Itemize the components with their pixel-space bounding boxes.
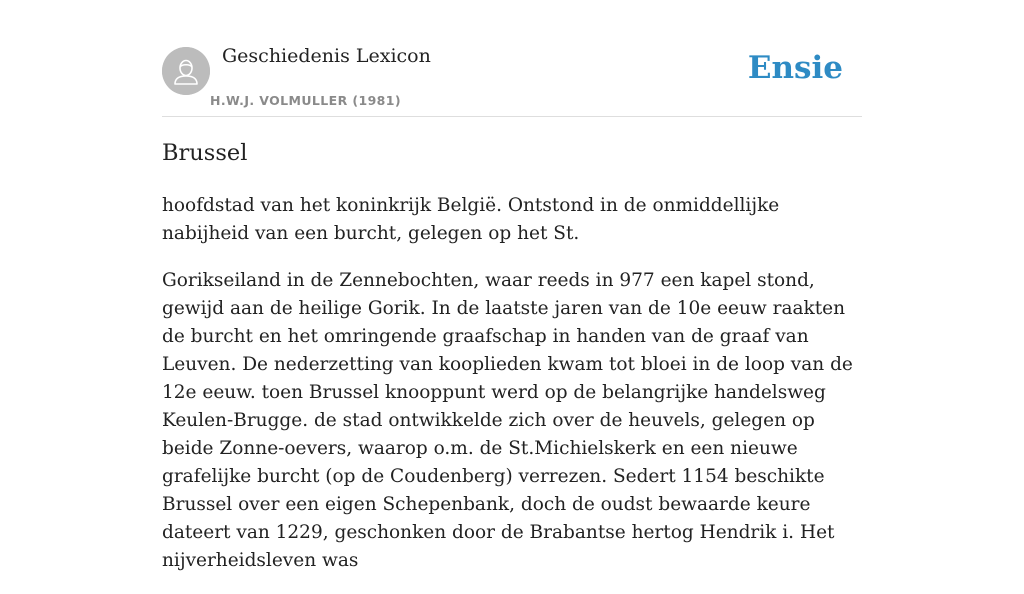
book-title[interactable]: Geschiedenis Lexicon: [222, 45, 431, 67]
entry-body: [162, 192, 862, 594]
entry-paragraph: hoofdstad van het koninkrijk België. Ontstond in de onmiddellijke nabijheid van een burcht, gelegen op het St.: [162, 195, 780, 244]
ensie-logo-link[interactable]: Ensie: [747, 50, 843, 86]
article-header: [162, 0, 862, 117]
book-author[interactable]: H.W.J. VOLMULLER (1981): [210, 93, 401, 108]
entry-title: Brussel: [162, 140, 248, 166]
entry-paragraph: Gorikseiland in de Zennebochten, waar reeds in 977 een kapel stond, gewijd aan de heilige Gorik. In de laatste jaren van de 10e eeuw raakten de burcht en het omringende graafschap in handen van de graaf van Leuven. De nederzetting van kooplieden kwam tot bloei in de loop van de 12e eeuw. toen Brussel knooppunt werd op de belangrijke handelsweg Keulen-Brugge. de stad ontwikkelde zich over de heuvels, gelegen op beide Zonne-oevers, waarop o.m. de St.Michielskerk en een nieuwe grafelijke burcht (op de Coudenberg) verrezen. Sedert 1154 beschikte Brussel over een eigen Schepenbank, doch de oudst bewaarde keure dateert van 1229, geschonken door de Brabantse hertog Hendrik i. Het nijverheidsleven was: [162, 270, 853, 571]
user-avatar-icon[interactable]: [162, 47, 210, 95]
article-content: [162, 0, 862, 571]
